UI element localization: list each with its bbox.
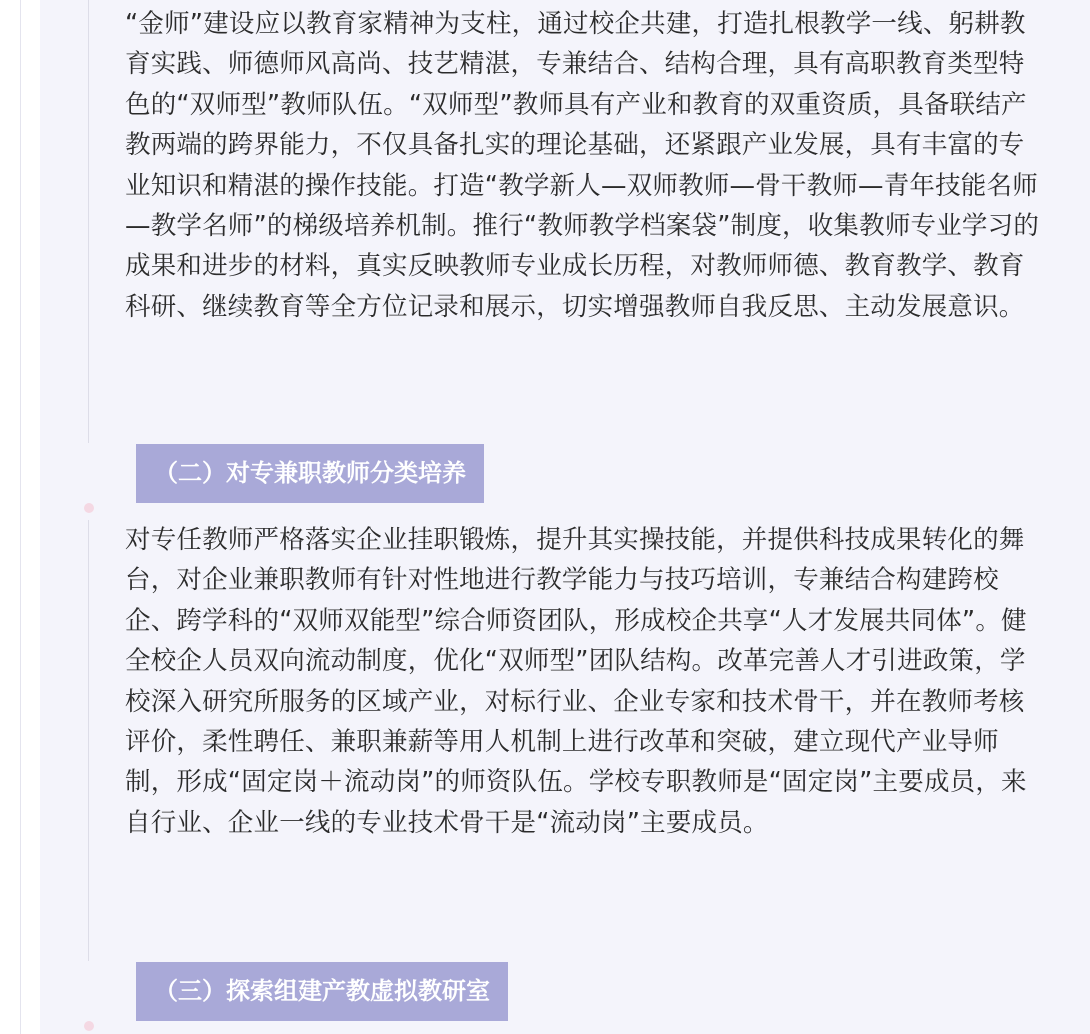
section-dot-2 [84, 1021, 94, 1031]
paragraph-2: 对专任教师严格落实企业挂职锻炼，提升其实操技能，并提供科技成果转化的舞台，对企业兼职教师有针对性地进行教学能力与技巧培训，专兼结合构建跨校企、跨学科的“双师双能型”综合师资团队，形成校企共享“人才发展共同体”。健全校企人员双向流动制度，优化“双师型”团队结构。改革完善人才引进政策，学校深入研究所服务的区域产业，对标行业、企业专家和技术骨干，并在教师考核评价，柔性聘任、兼职兼薪等用人机制上进行改革和突破，建立现代产业导师制，形成“固定岗＋流动岗”的师资队伍。学校专职教师是“固定岗”主要成员，来自行业、企业一线的专业技术骨干是“流动岗”主要成员。 [125, 525, 1027, 838]
left-border-line [20, 0, 21, 1034]
paragraph-1: “金师”建设应以教育家精神为支柱，通过校企共建，打造扎根教学一线、躬耕教育实践、师德师风高尚、技艺精湛，专兼结合、结构合理，具有高职教育类型特色的“双师型”教师队伍。“双师型”教师具有产业和教育的双重资质，具备联结产教两端的跨界能力，不仅具备扎实的理论基础，还紧跟产业发展，具有丰富的专业知识和精湛的操作技能。打造“教学新人—双师教师—骨干教师—青年技能名师—教学名师”的梯级培养机制。推行“教师教学档案袋”制度，收集教师专业学习的成果和进步的材料，真实反映教师专业成长历程，对教师师德、教育教学、教育科研、继续教育等全方位记录和展示，切实增强教师自我反思、主动发展意识。 [125, 9, 1040, 322]
section-dot-1 [84, 503, 94, 513]
section-rule-2 [88, 520, 89, 961]
section-heading-3: （三）探索组建产教虚拟教研室 [136, 962, 508, 1021]
section-heading-2: （二）对专兼职教师分类培养 [136, 444, 484, 503]
section-rule-1 [88, 0, 89, 443]
